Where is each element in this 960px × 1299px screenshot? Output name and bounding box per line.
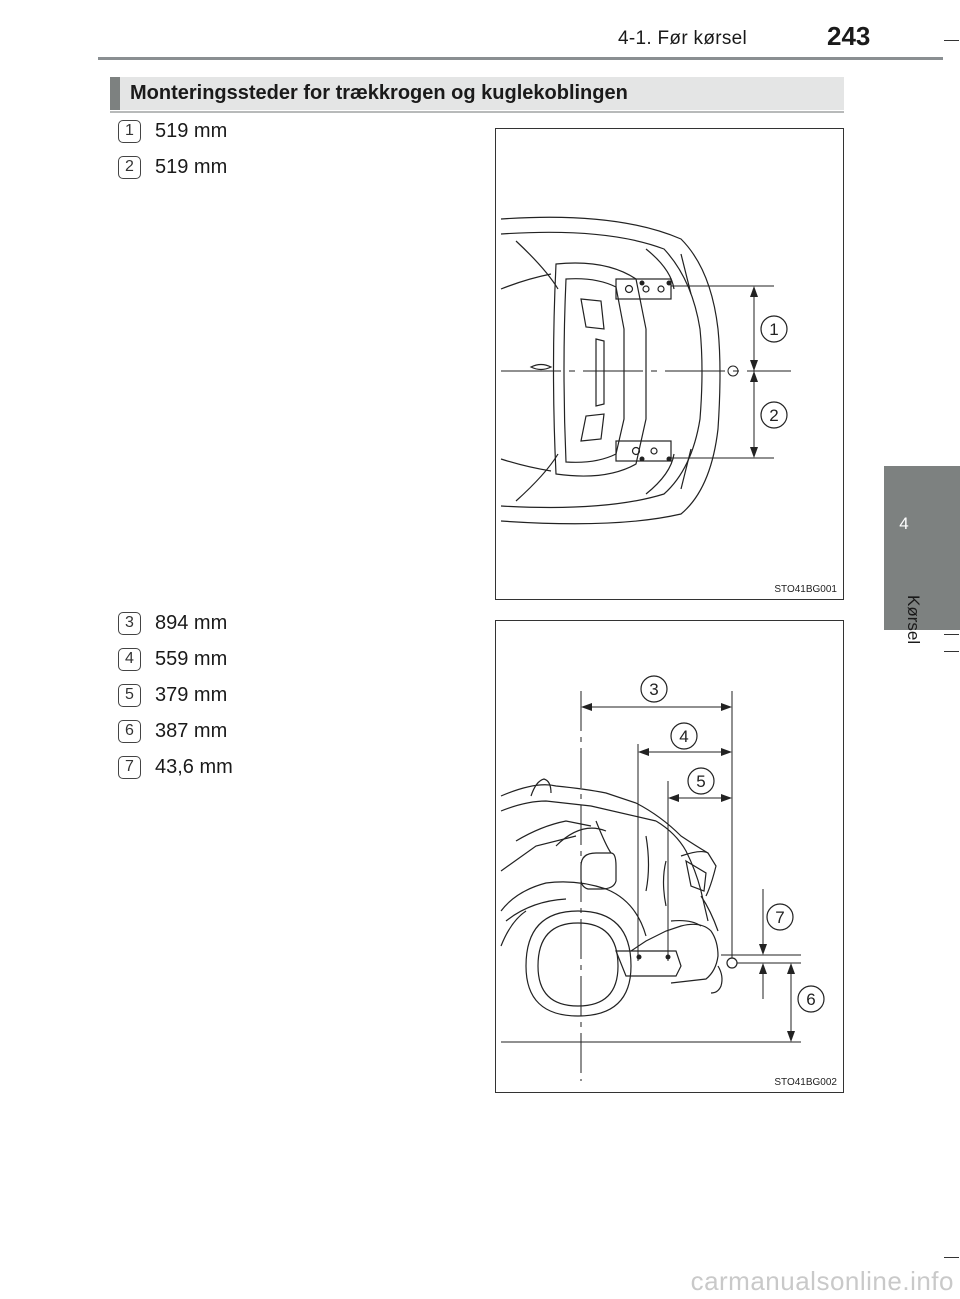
callout-label: 3: [649, 680, 659, 699]
spec-value: 894 mm: [155, 611, 228, 634]
crop-mark: [944, 634, 959, 635]
spec-number-badge: 5: [118, 684, 141, 707]
spec-value: 43,6 mm: [155, 755, 233, 778]
spec-number-badge: 6: [118, 720, 141, 743]
spec-item: [118, 119, 227, 143]
spec-item: [118, 647, 227, 671]
spec-item: [118, 719, 227, 743]
spec-value: 519 mm: [155, 119, 228, 142]
crop-mark: [944, 1257, 959, 1258]
spec-number-badge: 1: [118, 120, 141, 143]
spec-item: [118, 611, 227, 635]
page-number: 243: [827, 21, 871, 51]
header-rule: [98, 57, 943, 60]
spec-value: 379 mm: [155, 683, 228, 706]
spec-value: 559 mm: [155, 647, 228, 670]
spec-item: [118, 683, 227, 707]
top-view-illustration: [496, 129, 845, 601]
section-heading: [110, 77, 844, 110]
spec-item: [118, 755, 233, 779]
spec-value: 387 mm: [155, 719, 228, 742]
figure-code: STO41BG002: [774, 1077, 837, 1088]
chapter-tab-number: 4: [899, 514, 909, 533]
side-view-illustration: [496, 621, 845, 1094]
spec-value: 519 mm: [155, 155, 228, 178]
spec-number-badge: 3: [118, 612, 141, 635]
spec-number-badge: 7: [118, 756, 141, 779]
spec-number-badge: 2: [118, 156, 141, 179]
figure-top-view: [495, 128, 844, 600]
figure-side-view: [495, 620, 844, 1093]
callout-label: 6: [806, 990, 816, 1009]
figure-code: STO41BG001: [774, 584, 837, 595]
crop-mark: [944, 651, 959, 652]
section-heading-text: Monteringssteder for trækkrogen og kuglekoblingen: [130, 82, 628, 104]
callout-label: 2: [769, 406, 779, 425]
watermark: carmanualsonline.info: [690, 1266, 954, 1296]
section-heading-underline: [110, 111, 844, 113]
spec-number-badge: 4: [118, 648, 141, 671]
callout-label: 5: [696, 772, 706, 791]
callout-label: 7: [775, 908, 785, 927]
crop-mark: [944, 40, 959, 41]
chapter-tab-label: Kørsel: [904, 595, 923, 645]
callout-label: 4: [679, 727, 689, 746]
section-reference: 4-1. Før kørsel: [618, 28, 748, 49]
spec-item: [118, 155, 227, 179]
callout-label: 1: [769, 320, 779, 339]
